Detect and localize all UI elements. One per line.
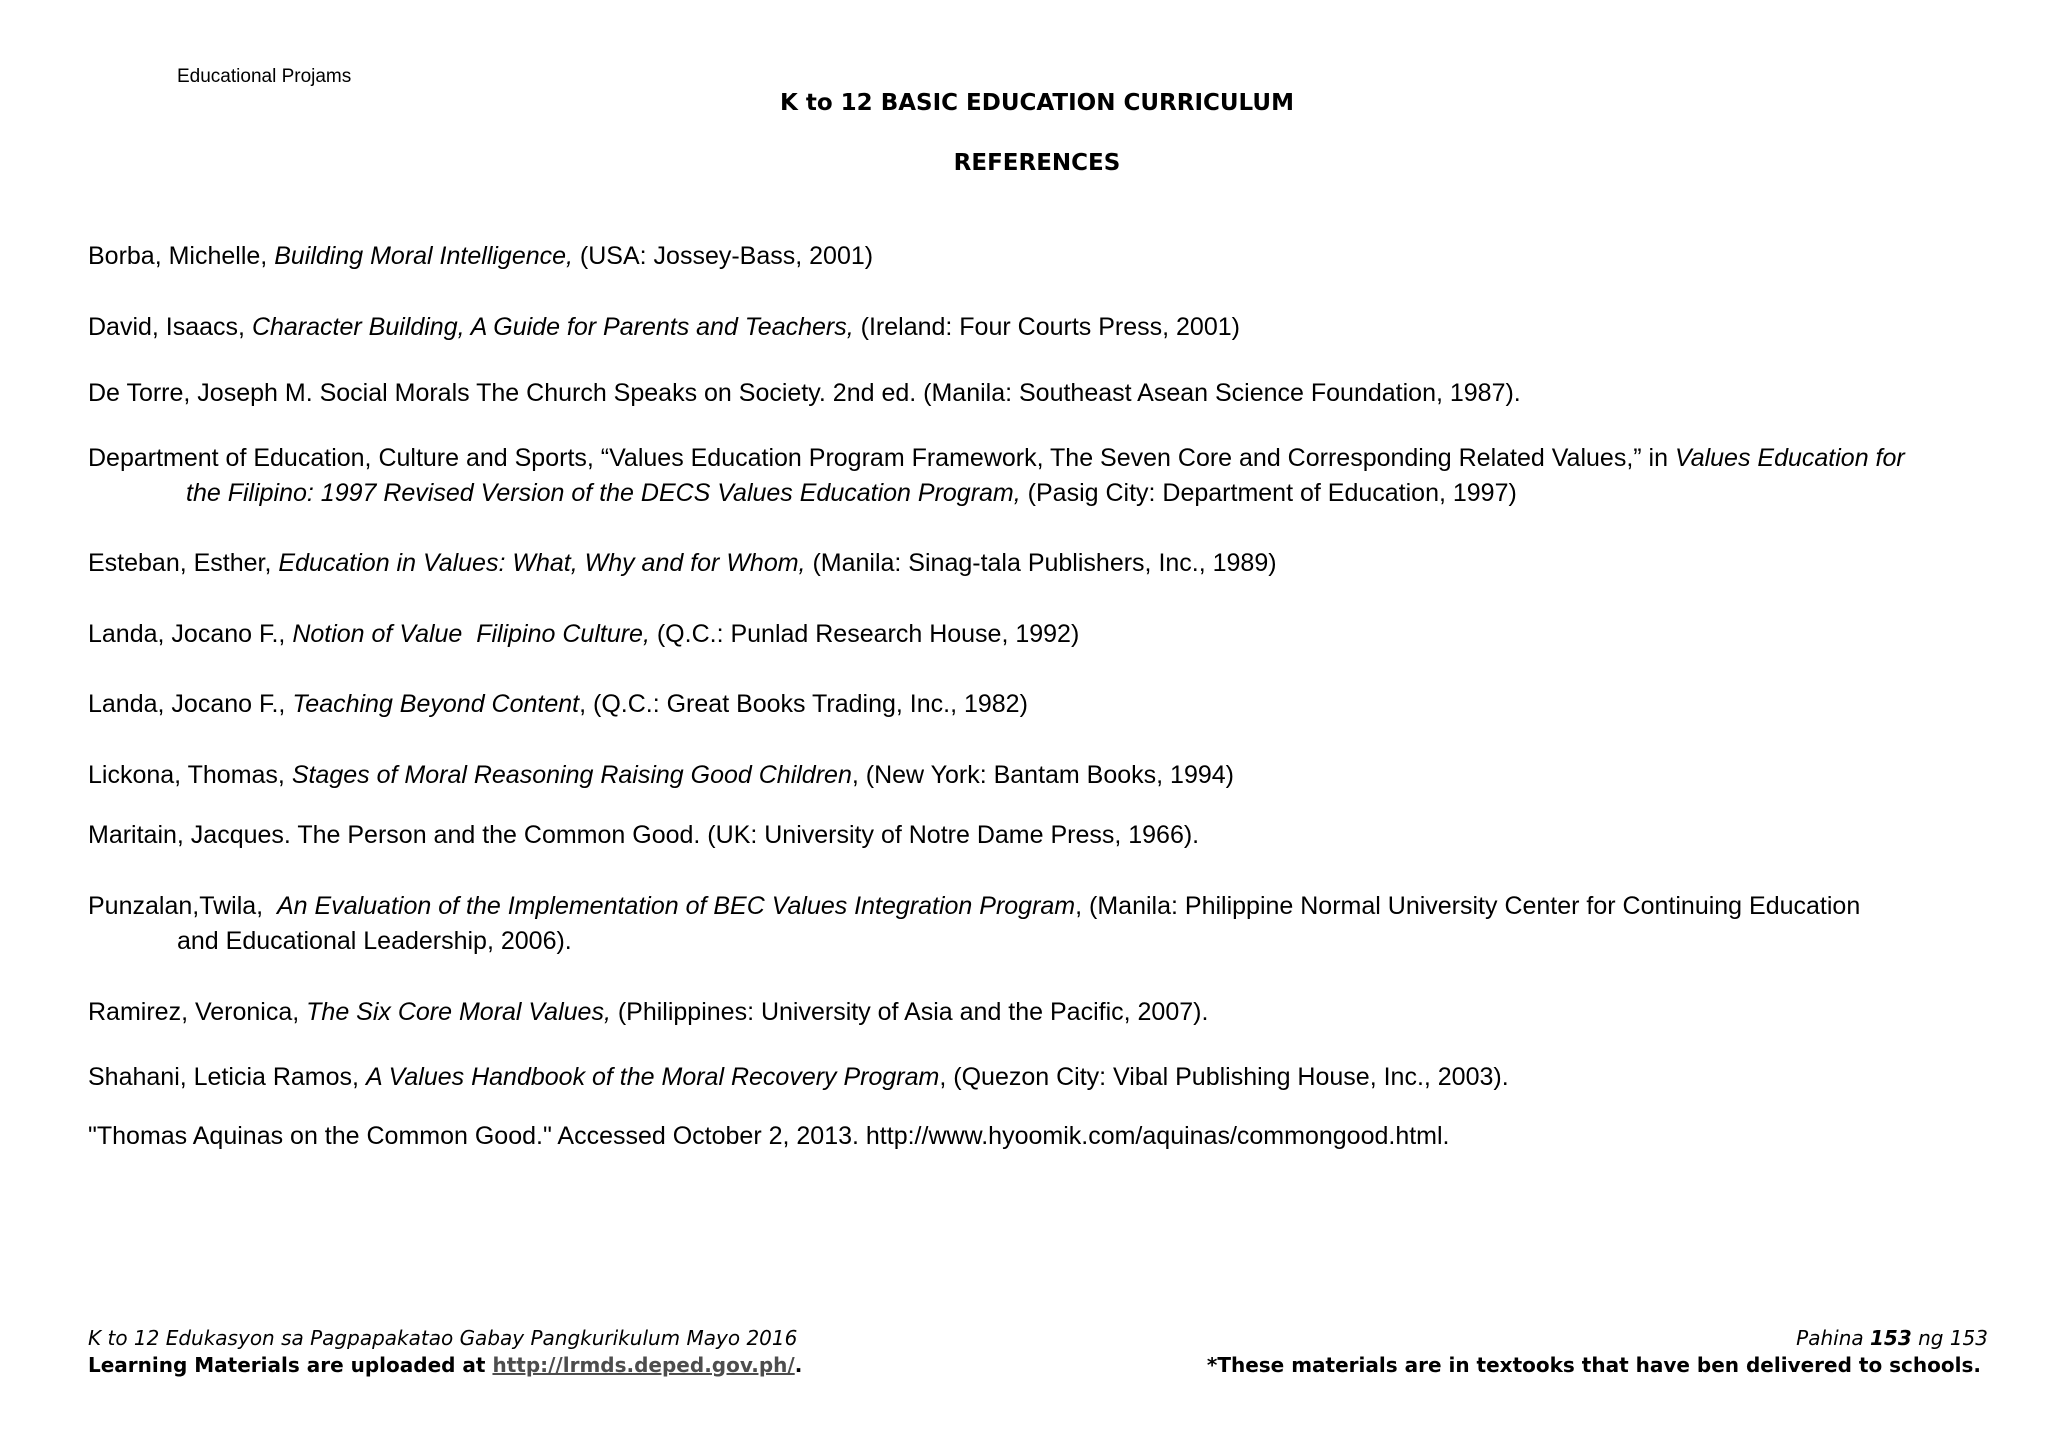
- reference-publisher: (Pasig City: Department of Education, 1997): [1020, 479, 1517, 507]
- reference-title: An Evaluation of the Implementation of BEC Values Integration Program: [277, 892, 1076, 920]
- reference-entry: [88, 310, 1968, 345]
- reference-publisher: (Ireland: Four Courts Press, 2001): [853, 313, 1240, 341]
- reference-text: Landa, Jocano F.,: [88, 690, 293, 718]
- page-number-line: [1796, 1326, 1988, 1350]
- reference-publisher: , (New York: Bantam Books, 1994): [851, 761, 1235, 789]
- reference-entry: [88, 1119, 1968, 1154]
- reference-entry: [88, 546, 1968, 581]
- reference-title: Teaching Beyond Content: [292, 690, 580, 718]
- reference-text: "Thomas Aquinas on the Common Good." Accessed October 2, 2013. http://www.hyoomik.com/aquinas/commongood.html.: [88, 1122, 1450, 1150]
- reference-entry: [88, 818, 1968, 853]
- reference-entry: [88, 441, 1968, 511]
- reference-title: Education in Values: What, Why and for Whom,: [278, 549, 806, 577]
- reference-text: Lickona, Thomas,: [88, 761, 292, 789]
- reference-entry: [88, 889, 1968, 959]
- reference-continuation: and Educational Leadership, 2006).: [177, 927, 572, 955]
- reference-title: Building Moral Intelligence,: [274, 242, 573, 270]
- reference-publisher: (Q.C.: Punlad Research House, 1992): [649, 620, 1080, 648]
- section-heading: REFERENCES: [953, 150, 1121, 176]
- watermark-text: Educational Projams: [177, 66, 352, 87]
- reference-title: Stages of Moral Reasoning Raising Good Children: [291, 761, 852, 789]
- reference-entry: [88, 239, 1968, 274]
- footer-upload-note: [88, 1353, 802, 1377]
- reference-text: Borba, Michelle,: [88, 242, 275, 270]
- reference-title: Character Building, A Guide for Parents and Teachers,: [251, 313, 854, 341]
- reference-entry: [88, 687, 1968, 722]
- page-number: 153: [1869, 1326, 1912, 1350]
- reference-entry: [88, 995, 1968, 1030]
- reference-text: De Torre, Joseph M. Social Morals The Church Speaks on Society. 2nd ed. (Manila: Southeast Asean Science Foundation, 1987).: [88, 379, 1521, 407]
- reference-entry: [88, 376, 1968, 411]
- reference-publisher: (Philippines: University of Asia and the Pacific, 2007).: [610, 998, 1209, 1026]
- footer-upload-label: Learning Materials are uploaded at: [88, 1353, 493, 1377]
- reference-publisher: (USA: Jossey-Bass, 2001): [572, 242, 874, 270]
- reference-text: David, Isaacs,: [88, 313, 252, 341]
- reference-text: Esteban, Esther,: [88, 549, 279, 577]
- lrmds-link[interactable]: http://lrmds.deped.gov.ph/: [492, 1353, 795, 1377]
- reference-entry: [88, 1060, 1968, 1095]
- reference-entry: [88, 617, 1968, 652]
- reference-entry: [88, 758, 1968, 793]
- page-title: K to 12 BASIC EDUCATION CURRICULUM: [780, 90, 1294, 116]
- page-prefix: Pahina: [1796, 1326, 1870, 1350]
- reference-publisher: , (Manila: Philippine Normal University Center for Continuing Education: [1075, 892, 1861, 920]
- reference-text: Shahani, Leticia Ramos,: [88, 1063, 366, 1091]
- reference-title: Values Education for: [1674, 444, 1905, 472]
- reference-title-continued: the Filipino: 1997 Revised Version of the DECS Values Education Program,: [186, 479, 1021, 507]
- footer-disclaimer: *These materials are in textooks that have ben delivered to schools.: [1206, 1353, 1981, 1377]
- reference-title: Notion of Value Filipino Culture,: [292, 620, 650, 648]
- reference-text: Landa, Jocano F.,: [88, 620, 293, 648]
- reference-text: Punzalan,Twila,: [88, 892, 277, 920]
- reference-text: Maritain, Jacques. The Person and the Common Good. (UK: University of Notre Dame Press, 1966).: [88, 821, 1200, 849]
- reference-title: The Six Core Moral Values,: [306, 998, 611, 1026]
- footer-upload-suffix: .: [794, 1353, 803, 1377]
- reference-text: Ramirez, Veronica,: [88, 998, 307, 1026]
- reference-publisher: , (Q.C.: Great Books Trading, Inc., 1982): [579, 690, 1028, 718]
- reference-publisher: , (Quezon City: Vibal Publishing House, Inc., 2003).: [939, 1063, 1509, 1091]
- reference-text: Department of Education, Culture and Sports, “Values Education Program Framework, The Seven Core and Corresponding Related Values,” in: [88, 444, 1675, 472]
- reference-publisher: (Manila: Sinag-tala Publishers, Inc., 1989): [805, 549, 1277, 577]
- page-total: ng 153: [1911, 1326, 1988, 1350]
- footer-document-title: K to 12 Edukasyon sa Pagpapakatao Gabay Pangkurikulum Mayo 2016: [88, 1326, 798, 1350]
- reference-title: A Values Handbook of the Moral Recovery Program: [365, 1063, 940, 1091]
